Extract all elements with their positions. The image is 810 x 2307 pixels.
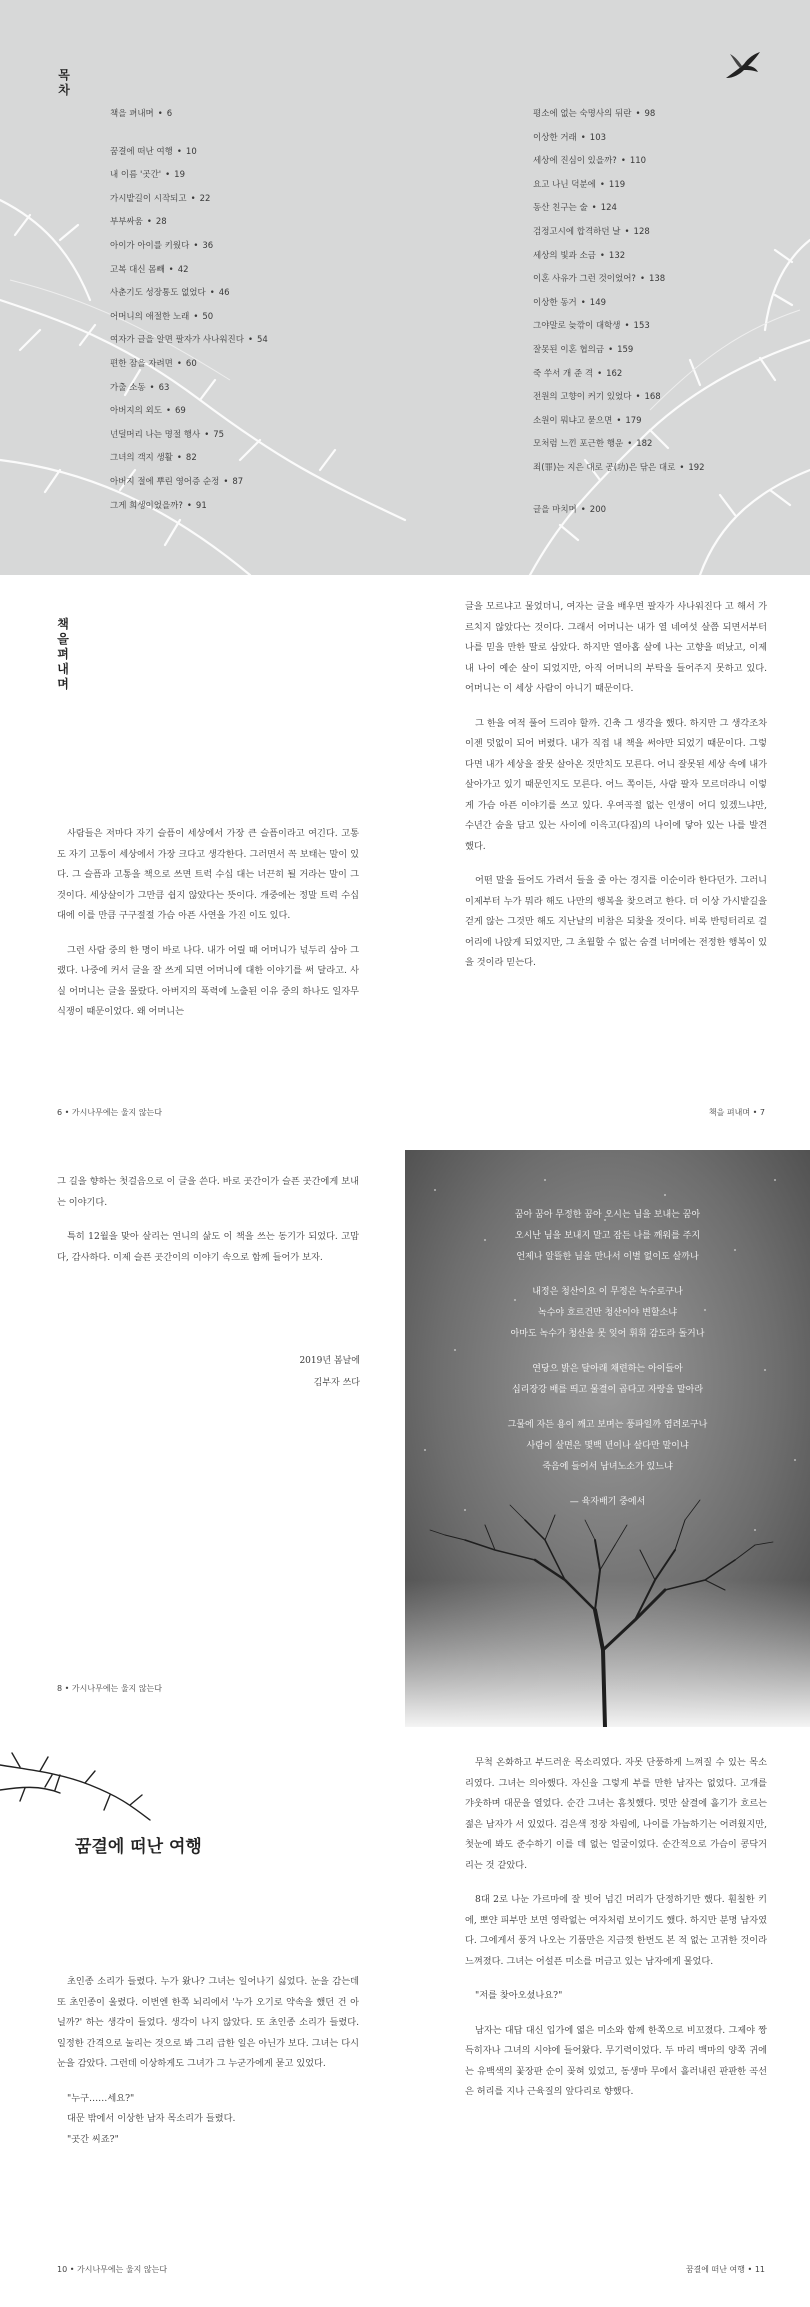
chapter-spread — [0, 1727, 810, 2307]
page-footer-right: 책을 펴내며 • 7 — [708, 1108, 765, 1117]
poem-line: 그물에 자든 용이 깨고 보며는 풍파일까 염려로구나 — [507, 1420, 708, 1430]
paragraph: 글을 모르냐고 물었더니, 여자는 글을 배우면 팔자가 사나워진다 고 해서 가르치지 않았다는 것이다. 그래서 어머니는 내가 열 네여섯 살쯤 되면서부터 나를 믿을 만한 딸로 삼았다. 하지만 열아홉 살에 나는 고향을 떠났고, 이제 내 나이 예순 살이 되었지만, 아직 어머니의 부탁을 들어주지 못하고 있다. 어머니는 이 세상 사람이 아니기 때문이다. — [465, 601, 767, 694]
toc-entry-title: 편한 잠을 자려면 — [110, 358, 173, 369]
page-6 — [0, 575, 405, 1150]
toc-entry-title: 동산 친구는 술 — [533, 203, 588, 214]
toc-entry-title: 죄(罪)는 지은 대로 공(功)은 닦은 대로 — [533, 462, 676, 473]
toc-entry[interactable]: 아버지의 외도 • 69 — [110, 406, 186, 417]
toc-entry-title: 검정고시에 합격하던 날 — [533, 226, 621, 237]
toc-entry-page: 6 — [166, 109, 173, 119]
poem-line: 아마도 녹수가 청산을 못 잊어 휘휘 감도라 돌거나 — [510, 1329, 705, 1339]
toc-entry-page: 75 — [213, 429, 225, 440]
toc-entry-page: 22 — [199, 193, 211, 204]
toc-entry[interactable]: 글을 마치며 • 200 — [533, 504, 607, 515]
poem-text — [405, 1205, 810, 1513]
running-title: 가시나무에는 울지 않는다 — [71, 1108, 162, 1117]
toc-entry-title: 아버지의 외도 — [110, 406, 162, 417]
toc-entry-page: 153 — [633, 321, 650, 332]
signature-author: 김부자 쓰다 — [313, 1378, 360, 1388]
toc-entry[interactable]: 죽 쑤서 개 준 격 • 162 — [533, 368, 623, 379]
toc-entry-title: 사춘기도 성장통도 없었다 — [110, 288, 206, 299]
toc-entry[interactable]: 부부싸움 • 28 — [110, 217, 167, 228]
preface-text-left — [57, 824, 359, 1037]
toc-entry-title: 이상한 거래 — [533, 132, 577, 143]
paragraph: 초인종 소리가 들렸다. 누가 왔나? 그녀는 일어나기 싫었다. 눈을 감는데 또 초인종이 울렸다. 이번엔 한쪽 뇌리에서 '누가 오기로 약속을 했던 건 아닐까?' 하는 생각이 들었다. 생각이 나지 않았다. 또 초인종 소리가 들렸다. 일정한 간격으로 눌리는 것으로 봐 그리 급한 일은 아닌가 보다. 그녀는 다시 눈을 감았다. 그런데 이상하게도 그녀가 그 누군가에게 묻고 있었다. — [57, 1976, 359, 2069]
page-footer-left: 8 • 가시나무에는 울지 않는다 — [57, 1684, 162, 1693]
toc-entry-page: 63 — [158, 382, 170, 393]
page-footer-right: 꿈결에 떠난 여행 • 11 — [685, 2265, 765, 2274]
toc-entry[interactable]: 그녀의 객지 생활 • 82 — [110, 453, 197, 464]
toc-entry-page: 50 — [202, 311, 214, 322]
toc-entry-title: 소원이 뭐냐고 묻으면 — [533, 415, 613, 426]
page-footer-left: 6 • 가시나무에는 울지 않는다 — [57, 1108, 162, 1117]
poem-stanza — [405, 1415, 810, 1478]
toc-entry-page: 110 — [629, 156, 647, 167]
chapter-title: 꿈결에 떠난 여행 — [75, 1837, 202, 1857]
chapter-text-right — [465, 1753, 767, 2117]
chapter-text-left — [57, 1972, 359, 2150]
toc-entry-title: 죽 쑤서 개 준 격 — [533, 368, 594, 379]
toc-entry[interactable]: 동산 친구는 술 • 124 — [533, 203, 617, 214]
paragraph: 그 한을 여적 풀어 드리야 할까. 긴축 그 생각을 했다. 하지만 그 생각조차 이젠 덧없이 되어 버렸다. 내가 직접 내 책을 써야만 되었기 때문이다. 그렇다면 내가 세상을 잘못 살아온 것만치도 모른다. 어니 잘못된 세상 속에 내가 살아가고 있기 때문인지도 모른다. 어느 쪽이든, 사람 팔자 모르더라니 이렇게 가슴 아픈 이야기를 쓰고 있다. 우여곡절 없는 인생이 어디 있겠느냐만, 수년간 숨을 담고 있는 사이에 이윽고(다짐)의 나이에 닿아 있는 나를 발견했다. — [465, 717, 767, 852]
toc-entry-title: 모처럼 느낀 포근한 행운 — [533, 439, 624, 450]
toc-entry[interactable]: 고복 대신 몸빼 • 42 — [110, 264, 189, 275]
toc-entry-page: 179 — [625, 415, 642, 426]
paragraph: 사람들은 저마다 자기 슬픔이 세상에서 가장 큰 슬픔이라고 여긴다. 고통도 자기 고통이 세상에서 가장 크다고 생각한다. 그러면서 꼭 보태는 말이 있다. 그 슬픔과 고통을 책으로 쓰면 트럭 수십 대는 너끈히 될 거라는 말이 그것이다. 세상살이가 그만큼 쉽지 않았다는 뜻이다. 개중에는 정말 트럭 수십 대에 이를 만큼 구구절절 가슴 아픈 사연을 가진 이도 있다. — [57, 828, 359, 921]
toc-entry-page: 69 — [174, 406, 186, 417]
toc-entry-page: 103 — [589, 132, 607, 143]
page-7 — [405, 575, 810, 1150]
toc-entry-title: 여자가 글을 알면 팔자가 사나워진다 — [110, 335, 244, 346]
toc-entry-title: 넌덜머리 나는 명절 행사 — [110, 429, 201, 440]
toc-entry-page: 192 — [688, 462, 705, 473]
running-title: 가시나무에는 울지 않는다 — [77, 2265, 168, 2274]
paragraph: 대문 밖에서 이상한 남자 목소리가 들렸다. — [67, 2113, 236, 2124]
toc-entry-page: 168 — [644, 392, 661, 403]
toc-entry-title: 고복 대신 몸빼 — [110, 264, 165, 275]
toc-entry-page: 19 — [174, 170, 185, 181]
toc-entry-title: 아이가 아이를 키웠다 — [110, 240, 190, 251]
toc-entry[interactable]: 아버지 절에 뿌린 영어증 순정 • 87 — [110, 476, 244, 487]
running-title: 가시나무에는 울지 않는다 — [71, 1684, 162, 1693]
toc-left-column — [110, 103, 268, 518]
bird-illustration — [722, 50, 762, 84]
page-number: 6 — [57, 1108, 63, 1117]
toc-entry-title: 부부싸움 — [110, 217, 143, 228]
toc-entry-page: 138 — [648, 274, 666, 285]
toc-entry-title: 세상에 진심이 있을까? — [533, 156, 617, 167]
toc-entry[interactable]: 그게 희생이었을까? • 91 — [110, 500, 207, 511]
page-footer-left: 10 • 가시나무에는 울지 않는다 — [57, 2265, 168, 2274]
toc-entry-page: 28 — [155, 217, 167, 228]
page-number: 7 — [759, 1108, 765, 1117]
toc-entry-title: 그게 희생이었을까? — [110, 500, 183, 511]
toc-entry[interactable]: 아이가 아이를 키웠다 • 36 — [110, 240, 214, 251]
dialogue-line: "곳간 씨죠?" — [67, 2133, 119, 2145]
toc-entry-page: 200 — [589, 504, 607, 515]
page-8 — [0, 1150, 405, 1727]
toc-entry-title: 이상한 동거 — [533, 297, 577, 308]
poem-line: 언제나 알뜰한 님을 만나서 이별 없이도 살까나 — [516, 1252, 699, 1262]
toc-entry[interactable]: 어머니의 애절한 노래 • 50 — [110, 311, 214, 322]
toc-entry-page: 98 — [644, 109, 656, 119]
toc-entry-page: 36 — [202, 240, 214, 251]
toc-entry[interactable]: 넌덜머리 나는 명절 행사 • 75 — [110, 429, 225, 440]
poem-line: 십리장강 배를 띄고 물결이 곱다고 자랑을 말아라 — [511, 1385, 704, 1395]
toc-entry[interactable]: 세상에 진심이 있을까? • 110 — [533, 156, 647, 167]
toc-entry[interactable]: 책을 펴내며 • 6 — [110, 109, 173, 119]
running-title: 책을 펴내며 — [708, 1108, 751, 1117]
toc-entry-title: 이혼 사유가 그런 것이었어? — [533, 274, 636, 285]
toc-entry[interactable]: 여자가 글을 알면 팔자가 사나워진다 • 54 — [110, 335, 268, 346]
poem-stanza — [405, 1282, 810, 1345]
poem-line: 내정은 청산이요 이 무정은 녹수로구나 — [532, 1287, 683, 1297]
page-number: 10 — [57, 2265, 68, 2274]
toc-entry-title: 어머니의 애절한 노래 — [110, 311, 190, 322]
poem-line: 죽음에 들어서 남녀노소가 있느냐 — [542, 1462, 673, 1472]
toc-entry-page: 119 — [608, 179, 626, 190]
toc-entry[interactable]: 내 이름 '곳간' • 19 — [110, 170, 185, 181]
paragraph: 8대 2로 나눈 가르마에 잘 빗어 넘긴 머리가 단정하기만 했다. 훤칠한 키에, 뽀얀 피부만 보면 영락없는 여자처럼 보이기도 했다. 하지만 분명 남자였다. 그에게서 풍겨 나오는 기품만은 지금껏 한번도 본 적 없는 고귀한 것이라 느껴졌다. 그녀는 어설픈 미소를 머금고 있는 남자에게 물었다. — [465, 1894, 767, 1967]
toc-entry-title: 가시밭길이 시작되고 — [110, 193, 187, 204]
toc-entry-title: 책을 펴내며 — [110, 109, 154, 119]
toc-entry-page: 159 — [617, 344, 634, 355]
toc-entry[interactable]: 이상한 거래 • 103 — [533, 132, 607, 143]
signature-date: 2019년 봄날에 — [299, 1356, 360, 1366]
page-number: 11 — [754, 2265, 765, 2274]
poem-line: 오시난 님을 보내지 말고 잠든 나를 깨워를 주지 — [514, 1231, 701, 1241]
poem-line: 연당으 밝은 달아래 채련하는 아이들아 — [532, 1364, 683, 1374]
toc-entry-page: 91 — [195, 500, 207, 511]
paragraph: 그런 사람 중의 한 명이 바로 나다. 내가 어릴 때 어머니가 넋두리 삼아 그랬다. 나중에 커서 글을 잘 쓰게 되면 어머니에 대한 이야기를 써 달라고. 사실 어머니는 글을 몰랐다. 아버지의 폭력에 노출된 이유 중의 하나도 일자무식쟁이 때문이었다. 왜 어머니는 — [57, 944, 359, 1017]
toc-entry[interactable]: 이상한 동거 • 149 — [533, 297, 607, 308]
preface-ending-text — [57, 1172, 359, 1282]
toc-entry[interactable]: 이혼 사유가 그런 것이었어? • 138 — [533, 274, 666, 285]
paragraph: 남자는 대답 대신 입가에 엷은 미소와 함께 한쪽으로 비꼬졌다. 그제야 짱득히자나 그녀의 시야에 들어왔다. 무기력이었다. 두 마리 백마의 양쪽 귀에는 유백색의 꽃장판 순이 꽂혀 있었고, 동생마 무에서 흘러내린 판판한 곡선은 허리를 지나 근육질의 앞다리로 향했다. — [465, 2024, 767, 2097]
toc-entry[interactable]: 모처럼 느낀 포근한 행운 • 182 — [533, 439, 653, 450]
toc-entry-title: 아버지 절에 뿌린 영어증 순정 — [110, 476, 220, 487]
toc-spread — [0, 0, 810, 575]
toc-heading: 목 차 — [58, 68, 70, 97]
toc-entry-title: 꿈결에 떠난 여행 — [110, 146, 173, 157]
page-11 — [405, 1727, 810, 2307]
paragraph: 그 길을 향하는 첫걸음으로 이 글을 쓴다. 바로 곳간이가 슬픈 곳간에게 보내는 이야기다. — [57, 1176, 359, 1208]
poem-line: 사람이 살면은 몇백 년이나 살다만 말이냐 — [526, 1441, 689, 1451]
page-10 — [0, 1727, 405, 2307]
toc-entry-page: 124 — [600, 203, 617, 214]
poem-stanza — [405, 1359, 810, 1401]
toc-entry-page: 87 — [232, 476, 244, 487]
preface-heading: 책 을 펴 내 며 — [57, 617, 69, 691]
toc-entry-page: 54 — [257, 335, 268, 346]
toc-entry[interactable]: 꿈결에 떠난 여행 • 10 — [110, 146, 197, 157]
poem-spread — [0, 1150, 810, 1727]
toc-entry[interactable]: 잘못된 이혼 협의금 • 159 — [533, 344, 634, 355]
toc-entry[interactable]: 편한 잠을 자려면 • 60 — [110, 358, 197, 369]
dialogue-line: "저를 찾아오셨나요?" — [475, 1990, 563, 2001]
toc-entry-page: 162 — [606, 368, 623, 379]
toc-entry-title: 가출 소동 — [110, 382, 146, 393]
toc-entry[interactable]: 요고 나닌 덕분에 • 119 — [533, 179, 626, 190]
toc-entry[interactable]: 세상의 빛과 소금 • 132 — [533, 250, 626, 261]
toc-entry[interactable]: 검정고시에 합격하던 날 • 128 — [533, 226, 650, 237]
paragraph: 무척 온화하고 부드러운 목소리였다. 자못 단풍하게 느껴질 수 있는 목소리였다. 그녀는 의아했다. 자신을 그렇게 부를 만한 남자는 없었다. 고개를 갸웃하며 대문을 열었다. 순간 그녀는 흠칫했다. 멋만 살결에 흘기가 흐르는 젊은 남자가 서 있었다. 검은색 정장 차림에, 나이를 가늠하기는 어려웠지만, 첫눈에 봐도 준수하기 이를 데 없는 얼굴이었다. 순간적으로 가슴이 콩닥거리는 것 같았다. — [465, 1757, 767, 1871]
poem-line: 꿈아 꿈아 무정한 꿈아 오시는 님을 보내는 꿈아 — [514, 1210, 701, 1220]
toc-entry-page: 128 — [633, 226, 650, 237]
toc-entry-title: 그야말로 늦깎이 대학생 — [533, 321, 621, 332]
toc-entry-title: 세상의 빛과 소금 — [533, 250, 596, 261]
toc-entry-page: 182 — [636, 439, 653, 450]
toc-entry-title: 그녀의 객지 생활 — [110, 453, 173, 464]
toc-entry[interactable]: 사춘기도 성장통도 없었다 • 46 — [110, 288, 230, 299]
toc-entry[interactable]: 가시밭길이 시작되고 • 22 — [110, 193, 211, 204]
toc-entry[interactable]: 평소에 없는 숙명사의 뒤란 • 98 — [533, 109, 656, 119]
toc-entry-page: 60 — [185, 358, 197, 369]
toc-entry[interactable]: 가출 소동 • 63 — [110, 382, 170, 393]
toc-entry-title: 요고 나닌 덕분에 — [533, 179, 596, 190]
poem-page — [405, 1150, 810, 1727]
toc-entry-page: 10 — [185, 146, 197, 157]
toc-entry[interactable]: 전원의 고향이 커기 있었다 • 168 — [533, 392, 661, 403]
poem-line: 녹수야 흐르건만 청산이야 변할소냐 — [538, 1308, 677, 1318]
toc-entry-page: 42 — [177, 264, 189, 275]
toc-right-column — [533, 103, 705, 522]
paragraph: 특히 12월을 맞아 살리는 연니의 삶도 이 책을 쓰는 동기가 되었다. 고맙다, 감사하다. 이제 슬픈 곳간이의 이야기 속으로 함께 들어가 보자. — [57, 1231, 359, 1263]
thorn-branch-illustration — [0, 1735, 160, 1825]
toc-entry-page: 46 — [218, 288, 230, 299]
toc-entry[interactable]: 죄(罪)는 지은 대로 공(功)은 닦은 대로 • 192 — [533, 462, 705, 473]
paragraph: 어떤 말을 들어도 가려서 들을 줄 아는 경지를 이순이라 한다던가. 그러니 이제부터 누가 뭐라 해도 나만의 행복을 찾으려고 한다. 더 이상 가시밭길을 걷게 않는 그것만 해도 지난날의 비참은 되찾을 것이다. 비록 반텅터리로 걸어리에 나앉게 되었지만, 그 초월할 수 없는 숨결 너머에는 전정한 행복이 있을 것이라 믿는다. — [465, 875, 767, 968]
toc-entry-page: 149 — [589, 297, 607, 308]
preface-text-right — [465, 597, 767, 988]
page-number: 8 — [57, 1684, 63, 1693]
running-title: 꿈결에 떠난 여행 — [685, 2265, 745, 2274]
toc-entry-page: 82 — [185, 453, 197, 464]
toc-entry-page: 132 — [608, 250, 626, 261]
preface-spread — [0, 575, 810, 1150]
toc-entry-title: 전원의 고향이 커기 있었다 — [533, 392, 632, 403]
dialogue-line: "누구……세요?" — [67, 2092, 135, 2104]
signature-block — [299, 1350, 360, 1394]
poem-stanza — [405, 1205, 810, 1268]
toc-entry-title: 글을 마치며 — [533, 504, 577, 515]
poem-attribution: — 육자배기 중에서 — [569, 1497, 646, 1507]
toc-entry-title: 내 이름 '곳간' — [110, 170, 162, 181]
toc-entry-title: 평소에 없는 숙명사의 뒤란 — [533, 109, 632, 119]
toc-entry[interactable]: 그야말로 늦깎이 대학생 • 153 — [533, 321, 650, 332]
toc-entry-title: 잘못된 이혼 협의금 — [533, 344, 605, 355]
toc-entry[interactable]: 소원이 뭐냐고 묻으면 • 179 — [533, 415, 642, 426]
